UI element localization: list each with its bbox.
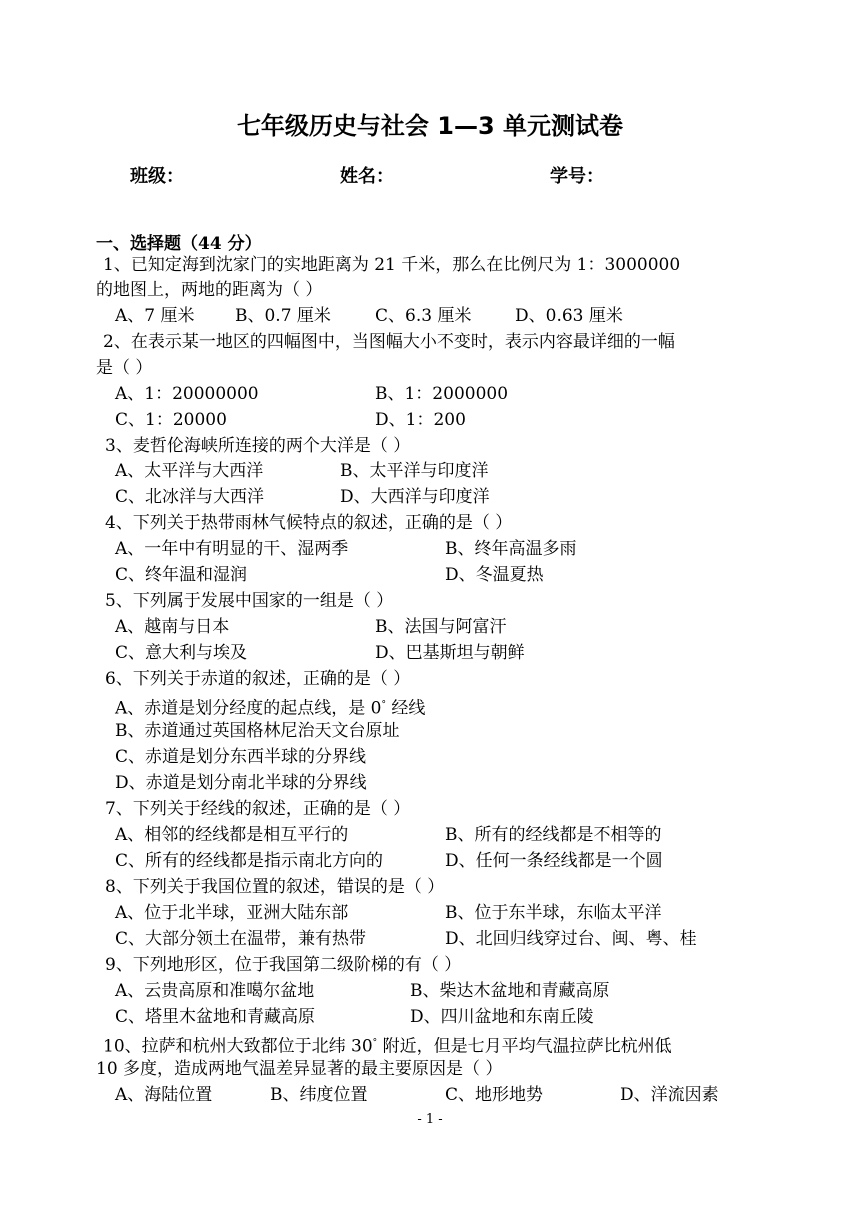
question-6-option-d: D、赤道是划分南北半球的分界线 [115,773,367,793]
section-heading: 一、选择题（44 分） [96,234,262,254]
question-9-option-a: A、云贵高原和准噶尔盆地 [115,981,315,1001]
question-1-line-1: 1、已知定海到沈家门的实地距离为 21 千米，那么在比例尺为 1：3000000 [103,255,681,275]
question-1-option-d: D、0.63 厘米 [515,306,623,326]
question-3-option-b: B、太平洋与印度洋 [340,461,489,481]
question-10-line-2: 10 多度，造成两地气温差异显著的最主要原因是（ ） [96,1059,503,1079]
question-4-option-d: D、冬温夏热 [445,565,544,585]
question-3-option-a: A、太平洋与大西洋 [115,461,264,481]
question-5-option-c: C、意大利与埃及 [115,643,248,663]
question-9-option-b: B、柴达木盆地和青藏高原 [410,981,610,1001]
question-8-option-a: A、位于北半球，亚洲大陆东部 [115,903,349,923]
question-1-option-b: B、0.7 厘米 [235,306,331,326]
question-10-option-a: A、海陆位置 [115,1085,213,1105]
question-2-line-2: 是（ ） [96,358,153,378]
question-1-option-c: C、6.3 厘米 [375,306,472,326]
question-1-option-a: A、7 厘米 [115,306,195,326]
question-7-option-b: B、所有的经线都是不相等的 [445,825,662,845]
question-1-line-2: 的地图上，两地的距离为（ ） [96,280,323,300]
degree-symbol: ° [372,1038,378,1048]
question-2-option-c: C、1：20000 [115,410,227,430]
question-2-option-b: B、1：2000000 [375,384,509,404]
question-3-option-d: D、大西洋与印度洋 [340,487,490,507]
question-3-stem: 3、麦哲伦海峡所连接的两个大洋是（ ） [105,436,411,456]
question-10-option-d: D、洋流因素 [620,1085,719,1105]
name-label: 姓名： [340,166,394,187]
question-8-stem: 8、下列关于我国位置的叙述，错误的是（ ） [105,877,445,897]
question-9-stem: 9、下列地形区，位于我国第二级阶梯的有（ ） [105,955,462,975]
question-6-option-c: C、赤道是划分东西半球的分界线 [115,747,367,767]
question-10-option-b: B、纬度位置 [270,1085,368,1105]
question-5-option-b: B、法国与阿富汗 [375,617,507,637]
question-8-option-b: B、位于东半球，东临太平洋 [445,903,662,923]
question-2-option-a: A、1：20000000 [115,384,259,404]
question-4-option-b: B、终年高温多雨 [445,539,577,559]
question-8-option-c: C、大部分领土在温带，兼有热带 [115,929,367,949]
question-10-line-1: 10、拉萨和杭州大致都位于北纬 30° 附近，但是七月平均气温拉萨比杭州低 [103,1036,672,1057]
question-9-option-d: D、四川盆地和东南丘陵 [410,1007,594,1027]
degree-symbol: ° [381,700,386,710]
question-7-option-a: A、相邻的经线都是相互平行的 [115,825,349,845]
student-number-label: 学号： [550,166,604,187]
question-7-option-d: D、任何一条经线都是一个圆 [445,851,663,871]
question-7-option-c: C、所有的经线都是指示南北方向的 [115,851,384,871]
page-number: - 1 - [417,1112,443,1127]
question-2-option-d: D、1：200 [375,410,466,430]
question-4-stem: 4、下列关于热带雨林气候特点的叙述，正确的是（ ） [105,513,513,533]
question-8-option-d: D、北回归线穿过台、闽、粤、桂 [445,929,697,949]
question-9-option-c: C、塔里木盆地和青藏高原 [115,1007,316,1027]
class-label: 班级： [130,166,184,187]
question-7-stem: 7、下列关于经线的叙述，正确的是（ ） [105,799,411,819]
question-5-option-d: D、巴基斯坦与朝鲜 [375,643,525,663]
question-3-option-c: C、北冰洋与大西洋 [115,487,265,507]
question-10-option-c: C、地形地势 [445,1085,544,1105]
page-title: 七年级历史与社会 1—3 单元测试卷 [236,112,624,140]
question-5-option-a: A、越南与日本 [115,617,230,637]
question-5-stem: 5、下列属于发展中国家的一组是（ ） [105,591,394,611]
question-6-option-b: B、赤道通过英国格林尼治天文台原址 [115,721,400,741]
question-6-option-a: A、赤道是划分经度的起点线，是 0° 经线 [115,698,426,719]
question-2-line-1: 2、在表示某一地区的四幅图中，当图幅大小不变时，表示内容最详细的一幅 [103,332,675,352]
question-4-option-a: A、一年中有明显的干、湿两季 [115,539,349,559]
question-6-stem: 6、下列关于赤道的叙述，正确的是（ ） [105,669,411,689]
question-4-option-c: C、终年温和湿润 [115,565,248,585]
